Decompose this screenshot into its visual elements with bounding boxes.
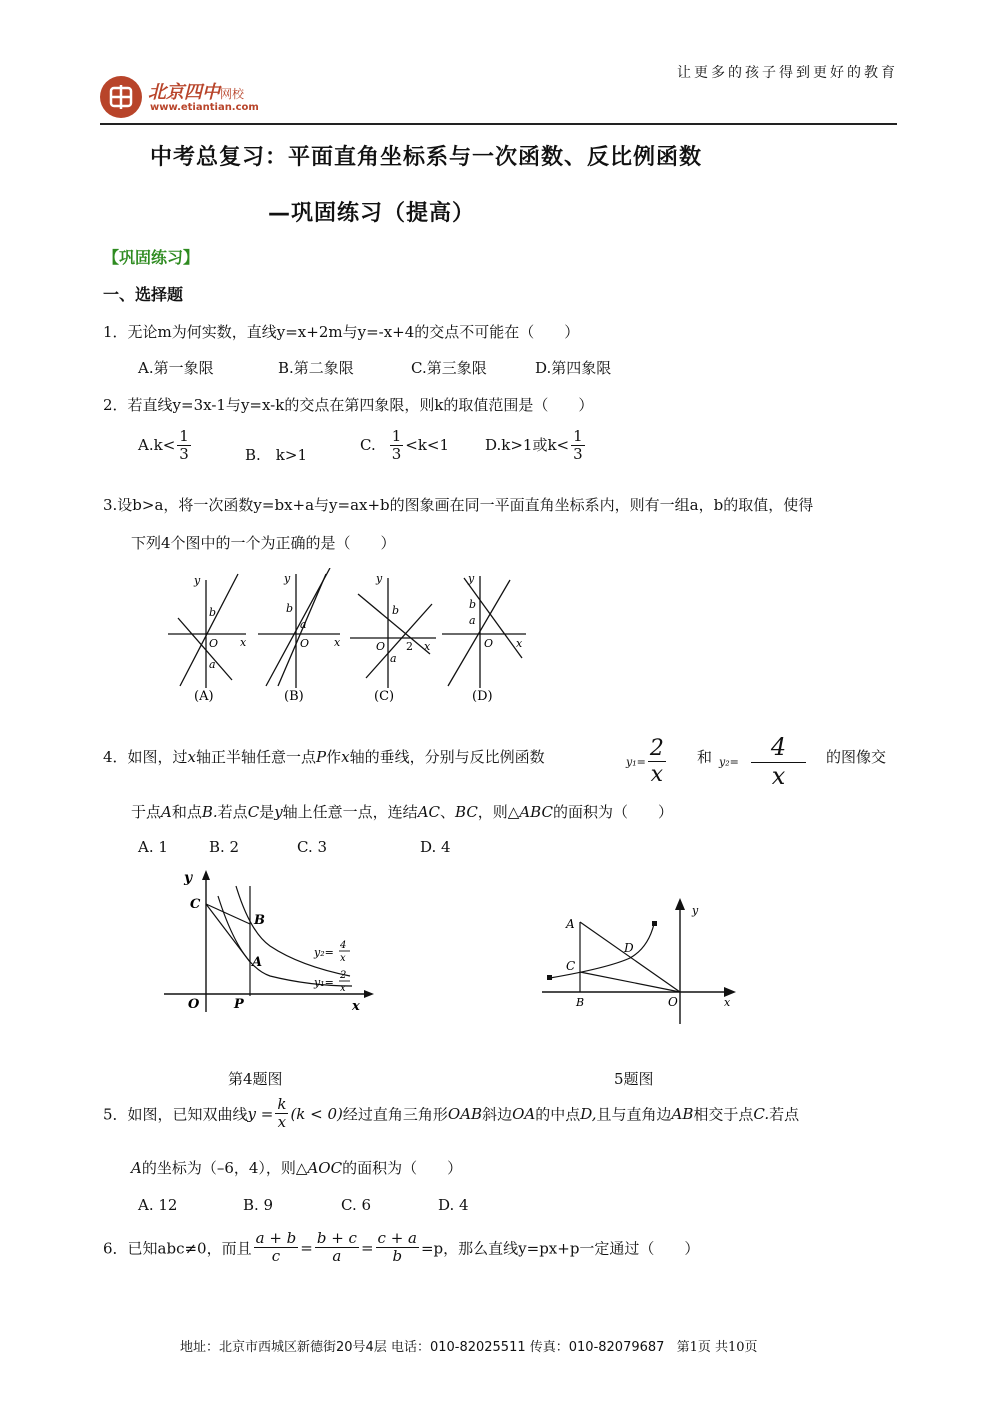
q4-figure: [160, 866, 380, 1016]
svg-text:2: 2: [406, 640, 413, 653]
svg-text:x: x: [340, 953, 346, 964]
q2-option-d: D.k>1或k< $\frac{1}{3}$: [485, 427, 583, 464]
logo-name: 北京四中网校: [148, 82, 245, 103]
svg-text:B: B: [576, 996, 585, 1009]
svg-text:P: P: [234, 997, 244, 1012]
svg-text:x: x: [424, 640, 431, 653]
q5-option-d: D. 4: [438, 1196, 469, 1214]
svg-text:a: a: [209, 658, 216, 671]
svg-text:A: A: [252, 955, 263, 970]
school-logo: [100, 76, 280, 120]
graph-a: [168, 574, 247, 704]
q2-option-b: B. k>1: [245, 446, 307, 464]
svg-text:C: C: [190, 897, 201, 912]
graph-d: [442, 572, 526, 704]
q4-y1-function: y₁= $\frac{2}{x}$: [626, 736, 664, 788]
question-5-line-2: A的坐标为（–6，4），则△AOC的面积为（ ）: [131, 1159, 463, 1177]
q5-option-b: B. 9: [243, 1196, 274, 1214]
logo-emblem-icon: [100, 76, 142, 118]
svg-text:y₁=: y₁=: [314, 976, 334, 989]
q1-option-a: A.第一象限: [138, 359, 214, 377]
header-slogan: 让更多的孩子得到更好的教育: [677, 65, 898, 81]
svg-text:x: x: [352, 999, 360, 1014]
question-1-text: 1．无论m为何实数，直线y=x+2m与y=-x+4的交点不可能在（ ）: [103, 323, 580, 341]
fraction: $\frac{1}{3}$: [391, 427, 402, 464]
q5-option-c: C. 6: [341, 1196, 372, 1214]
svg-text:O: O: [188, 997, 200, 1012]
page-title: 中考总复习：平面直角坐标系与一次函数、反比例函数: [150, 145, 703, 170]
q2-option-c: C. $\frac{1}{3}$ <k<1: [360, 427, 450, 464]
section-tag: 【巩固练习】: [103, 248, 200, 267]
q4-figure-caption: 第4题图: [228, 1070, 283, 1088]
svg-text:(D): (D): [472, 689, 493, 704]
fraction: $\frac{1}{3}$: [179, 427, 189, 464]
svg-text:O: O: [300, 637, 310, 650]
question-2-text: 2．若直线y=3x-1与y=x-k的交点在第四象限，则k的取值范围是（ ）: [103, 396, 594, 414]
question-4-line-1: 4．如图，过x轴正半轴任意一点P作x轴的垂线，分别与反比例函数: [103, 748, 545, 766]
svg-text:(C): (C): [374, 689, 395, 704]
q4-option-b: B. 2: [209, 838, 240, 856]
svg-text:b: b: [469, 598, 477, 611]
svg-text:y₂=: y₂=: [314, 946, 334, 959]
section-heading: 一、选择题: [103, 285, 184, 304]
question-3-line-2: 下列4个图中的一个为正确的是（ ）: [131, 534, 396, 552]
svg-text:x: x: [724, 996, 731, 1009]
q3-graphs: [160, 568, 540, 708]
q1-option-b: B.第二象限: [278, 359, 354, 377]
svg-text:x: x: [240, 636, 247, 649]
svg-text:O: O: [376, 640, 386, 653]
question-5-line-1: 5．如图，已知双曲线y = $\frac{k}{x}$ (k < 0)经过直角三角形OAB斜边OA的中点D,且与直角边AB相交于点C.若点: [103, 1095, 800, 1132]
svg-text:a: a: [300, 618, 307, 631]
svg-text:(B): (B): [284, 689, 304, 704]
svg-text:x: x: [340, 983, 346, 994]
q4-line-1-end: 的图像交: [826, 748, 887, 766]
svg-text:O: O: [209, 637, 219, 650]
svg-text:y: y: [284, 572, 291, 585]
footer-address: 地址：北京市西城区新德街20号4层 电话：010-82025511 传真：010-82079687: [180, 1340, 665, 1355]
svg-text:a: a: [390, 652, 397, 665]
logo-url: www.etiantian.com: [150, 102, 259, 113]
graph-c: [350, 572, 436, 704]
svg-text:O: O: [484, 637, 494, 650]
svg-text:a: a: [469, 614, 476, 627]
q5-option-a: A. 12: [138, 1196, 178, 1214]
question-3-line-1: 3.设b>a，将一次函数y=bx+a与y=ax+b的图象画在同一平面直角坐标系内，则有一组a，b的取值，使得: [103, 496, 814, 514]
svg-text:x: x: [516, 637, 523, 650]
svg-text:b: b: [209, 606, 217, 619]
q4-option-d: D. 4: [420, 838, 451, 856]
q5-figure: [538, 888, 748, 1028]
q4-y2-function: y₂= $\frac{4}{x}$: [719, 734, 808, 790]
svg-text:y: y: [468, 572, 475, 585]
svg-text:4: 4: [340, 940, 347, 951]
q5-figure-caption: 5题图: [614, 1070, 654, 1088]
svg-text:B: B: [254, 913, 265, 928]
q1-option-d: D.第四象限: [535, 359, 612, 377]
graph-b: [258, 568, 341, 704]
svg-text:C: C: [566, 959, 576, 973]
svg-text:y: y: [194, 574, 201, 587]
q4-and: 和: [697, 748, 713, 766]
q1-option-c: C.第三象限: [411, 359, 487, 377]
svg-text:x: x: [334, 636, 341, 649]
footer-page-number: 第1页 共10页: [676, 1340, 758, 1355]
svg-text:b: b: [286, 602, 294, 615]
svg-text:y: y: [692, 904, 699, 917]
svg-text:y: y: [376, 572, 383, 585]
header-divider: [100, 123, 897, 125]
fraction: $\frac{1}{3}$: [573, 427, 583, 464]
q2-option-a: A.k< $\frac{1}{3}$: [138, 427, 189, 464]
q4-option-a: A. 1: [138, 838, 168, 856]
q4-option-c: C. 3: [297, 838, 328, 856]
svg-text:(A): (A): [194, 689, 214, 704]
page-footer: [180, 1336, 758, 1355]
question-6-text: 6．已知abc≠0，而且 $\frac{a + b}{c}$ = $\frac{b + c}{a}$ = $\frac{c + a}{b}$ =p，那么直线y=px+p一定通过（ ）: [103, 1229, 700, 1266]
question-4-line-2: 于点A和点B.若点C是y轴上任意一点，连结AC、BC，则△ABC的面积为（ ）: [131, 803, 673, 821]
svg-text:b: b: [392, 604, 400, 617]
svg-text:2: 2: [340, 970, 347, 981]
svg-text:A: A: [566, 917, 575, 931]
svg-text:y: y: [184, 870, 193, 886]
svg-text:O: O: [668, 995, 678, 1009]
svg-text:D: D: [624, 941, 634, 955]
page-subtitle: —巩固练习（提高）: [268, 201, 476, 226]
